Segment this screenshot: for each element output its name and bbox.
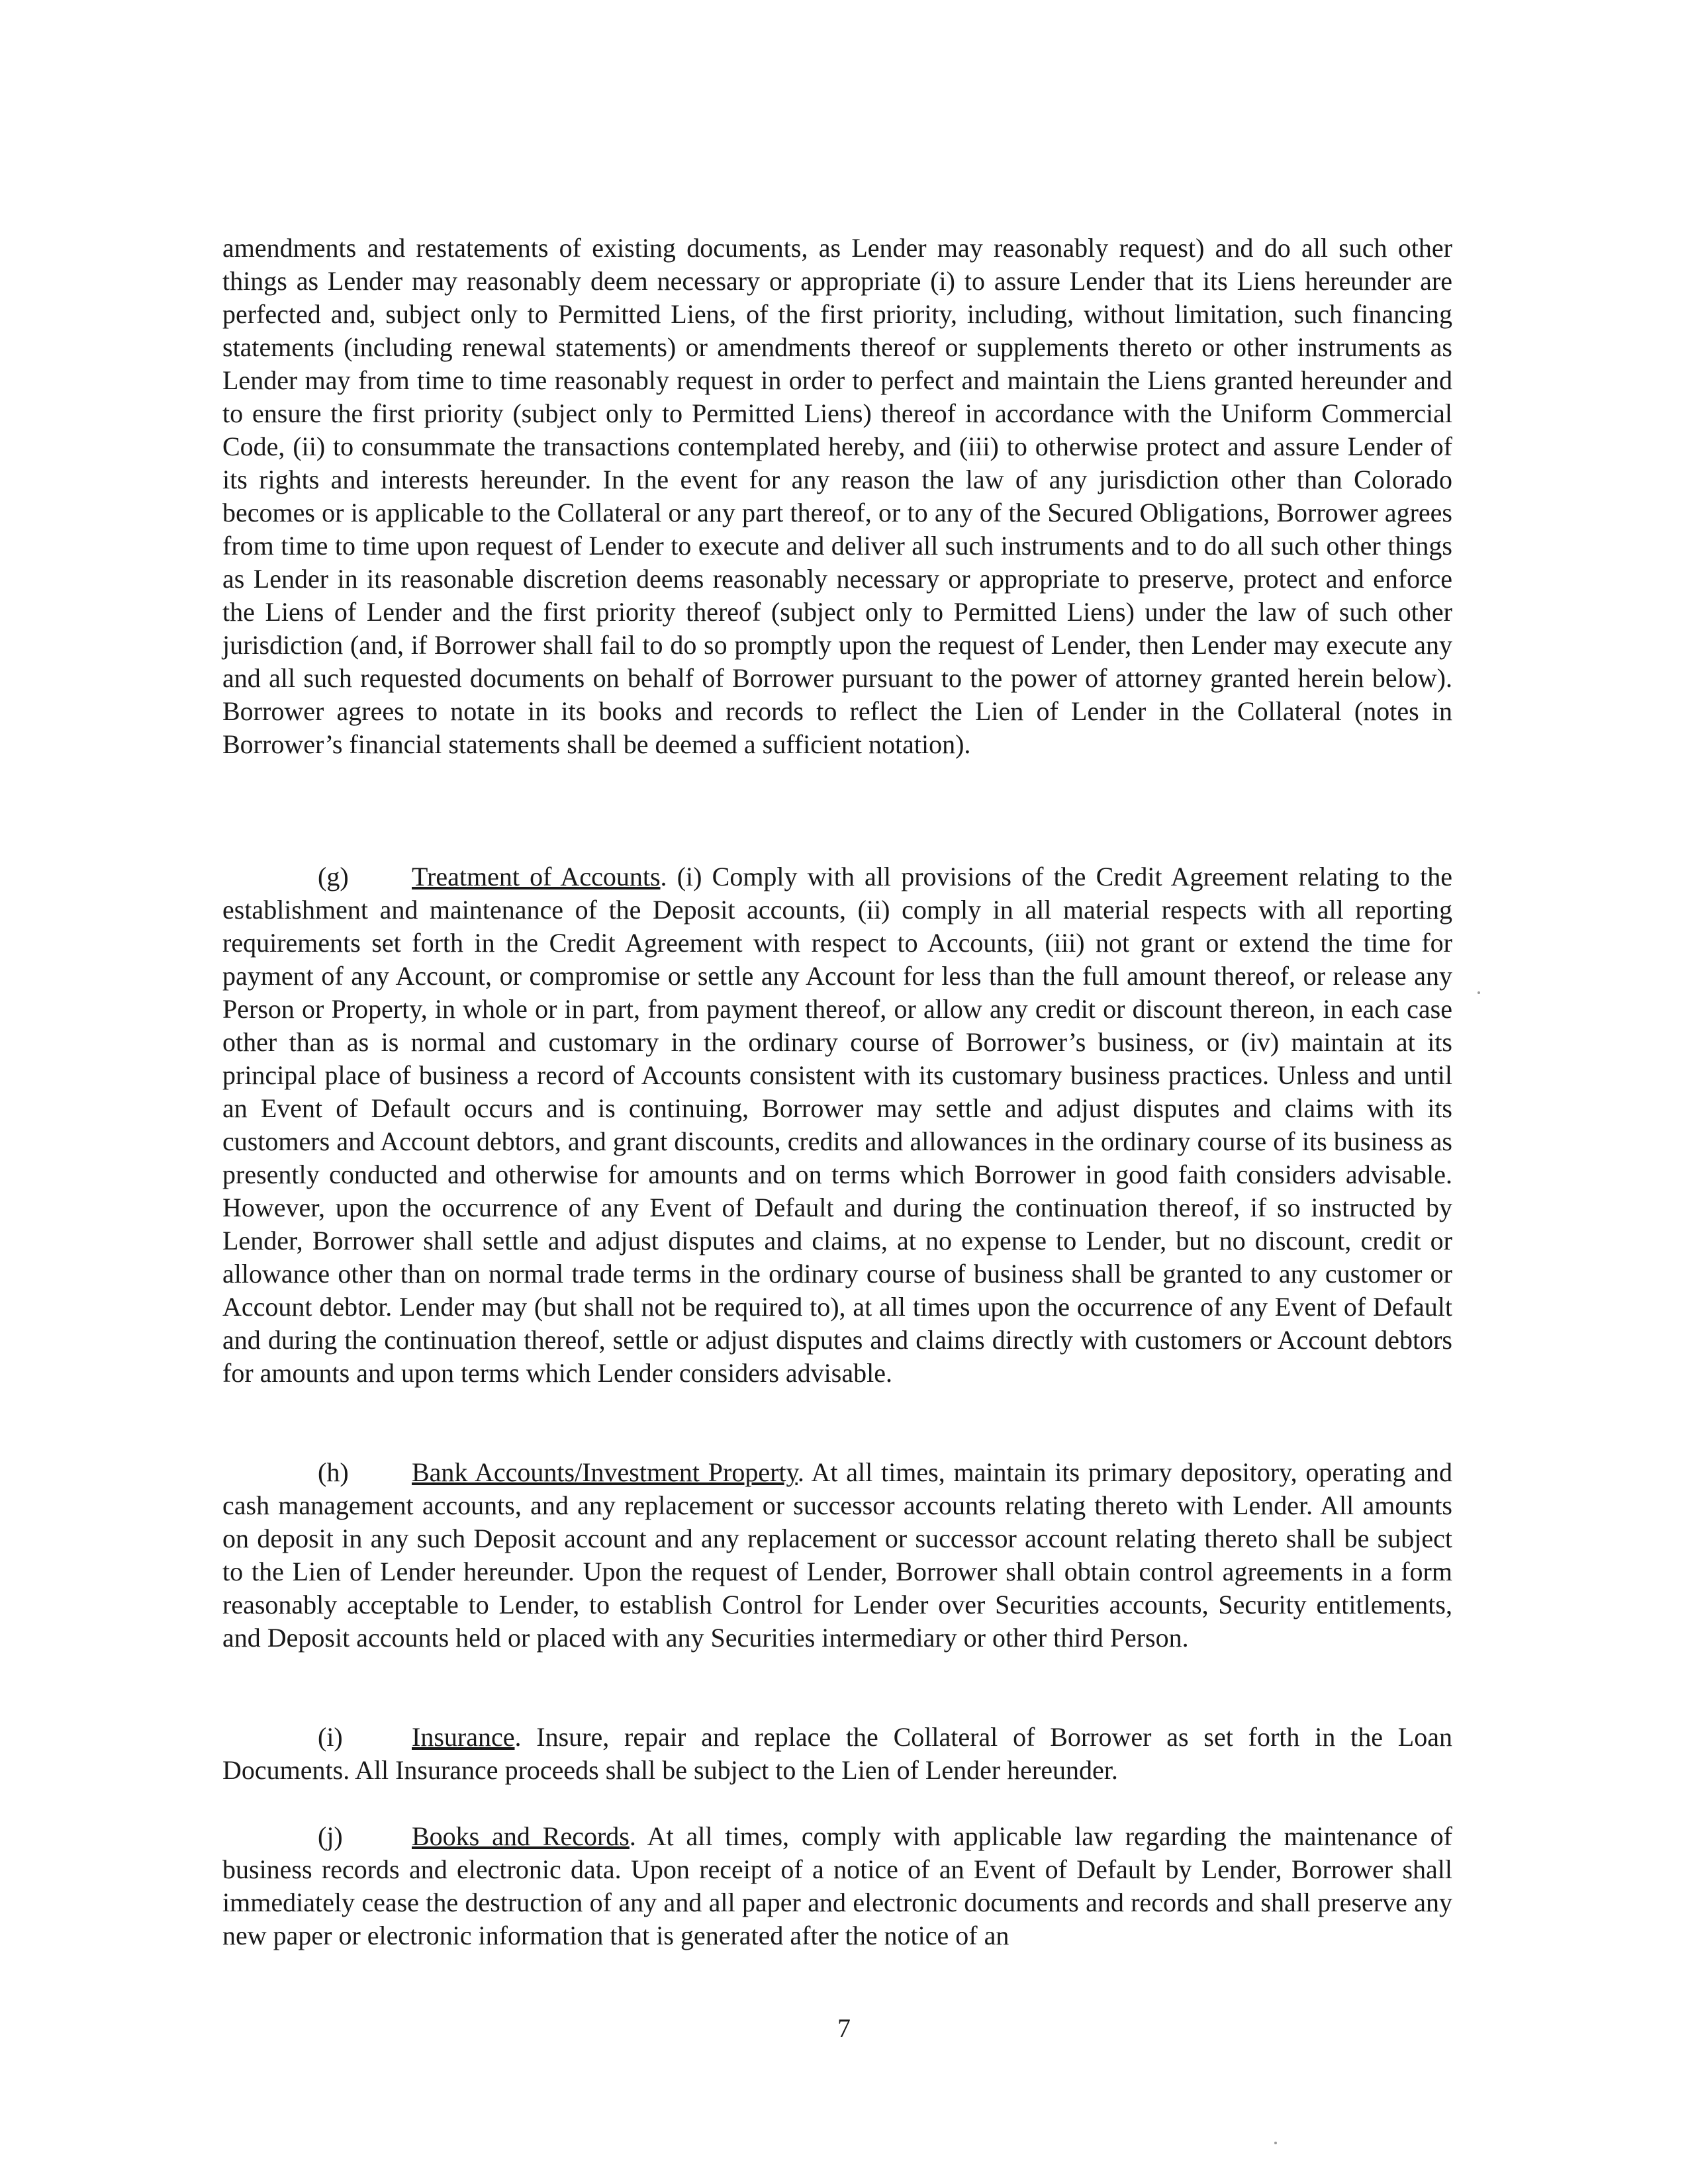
section-body: . (i) Comply with all provisions of the Credit Agreement relating to the establishment and maintenance of the Deposit accounts, (ii) comply in all material respects with all reporting requirements set forth in the Credit Agreement with respect to Accounts, (iii) not grant or extend the time for payment of any Account, or compromise or settle any Account for less than the full amount thereof, or release any Person or Property, in whole or in part, from payment thereof, or allow any credit or discount thereon, in each case other than as is normal and customary in the ordinary course of Borrower’s business, or (iv) maintain at its principal place of business a record of Accounts consistent with its customary business practices. Unless and until an Event of Default occurs and is continuing, Borrower may settle and adjust disputes and claims with its customers and Account debtors, and grant discounts, credits and allowances in the ordinary course of its business as presently conducted and otherwise for amounts and on terms which Borrower in good faith considers advisable. However, upon the occurrence of any Event of Default and during the continuation thereof, if so instructed by Lender, Borrower shall settle and adjust disputes and claims, at no expense to Lender, but no discount, credit or allowance other than on normal trade terms in the ordinary course of business shall be granted to any customer or Account debtor. Lender may (but shall not be required to), at all times upon the occurrence of any Event of Default and during the continuation thereof, settle or adjust disputes and claims directly with customers or Account debtors for amounts and upon terms which Lender considers advisable. (222, 862, 1452, 1388)
section-body: . At all times, comply with applicable law regarding the maintenance of business records and electronic data. Upon receipt of a notice of an Event of Default by Lender, Borrower shall immediately cease the destruction of any and all paper and electronic documents and records and shall preserve any new paper or electronic information that is generated after the notice of an (222, 1821, 1453, 1950)
section-g-paragraph (222, 860, 1452, 1390)
scan-speck (1477, 991, 1480, 994)
section-j-paragraph (222, 1820, 1452, 1952)
section-i-paragraph (222, 1721, 1452, 1787)
section-body: . At all times, maintain its primary depository, operating and cash management accounts, and any replacement or successor accounts relating thereto with Lender. All amounts on deposit in any such Deposit account and any replacement or successor account relating thereto shall be subject to the Lien of Lender hereunder. Upon the request of Lender, Borrower shall obtain control agreements in a form reasonably acceptable to Lender, to establish Control for Lender over Securities accounts, Security entitlements, and Deposit accounts held or placed with any Securities intermediary or other third Person. (222, 1457, 1452, 1653)
section-heading: Treatment of Accounts (412, 862, 661, 891)
section-heading: Bank Accounts/Investment Property (412, 1457, 798, 1487)
section-heading: Insurance (412, 1722, 515, 1752)
page-number: 7 (837, 2013, 851, 2043)
continuation-paragraph: amendments and restatements of existing documents, as Lender may reasonably request) and do all such other things as Lender may reasonably deem necessary or appropriate (i) to assure Lender that its Liens hereunder are perfected and, subject only to Permitted Liens, of the first priority, including, without limitation, such financing statements (including renewal statements) or amendments thereof or supplements thereto or other instruments as Lender may from time to time reasonably request in order to perfect and maintain the Liens granted hereunder and to ensure the first priority (subject only to Permitted Liens) thereof in accordance with the Uniform Commercial Code, (ii) to consummate the transactions contemplated hereby, and (iii) to otherwise protect and assure Lender of its rights and interests hereunder. In the event for any reason the law of any jurisdiction other than Colorado becomes or is applicable to the Collateral or any part thereof, or to any of the Secured Obligations, Borrower agrees from time to time upon request of Lender to execute and deliver all such instruments and to do all such other things as Lender in its reasonable discretion deems reasonably necessary or appropriate to preserve, protect and enforce the Liens of Lender and the first priority thereof (subject only to Permitted Liens) under the law of such other jurisdiction (and, if Borrower shall fail to do so promptly upon the request of Lender, then Lender may execute any and all such requested documents on behalf of Borrower pursuant to the power of attorney granted herein below). Borrower agrees to notate in its books and records to reflect the Lien of Lender in the Collateral (notes in Borrower’s financial statements shall be deemed a sufficient notation). (222, 233, 1452, 759)
section-label: (j) (318, 1821, 343, 1851)
section-heading: Books and Records (412, 1821, 630, 1851)
section-body: . Insure, repair and replace the Collateral of Borrower as set forth in the Loan Documents. All Insurance proceeds shall be subject to the Lien of Lender hereunder. (222, 1722, 1452, 1785)
scan-speck (1274, 2142, 1277, 2144)
section-label: (g) (318, 862, 349, 891)
section-h-paragraph (222, 1456, 1452, 1655)
section-label: (h) (318, 1457, 349, 1487)
section-label: (i) (318, 1722, 343, 1752)
